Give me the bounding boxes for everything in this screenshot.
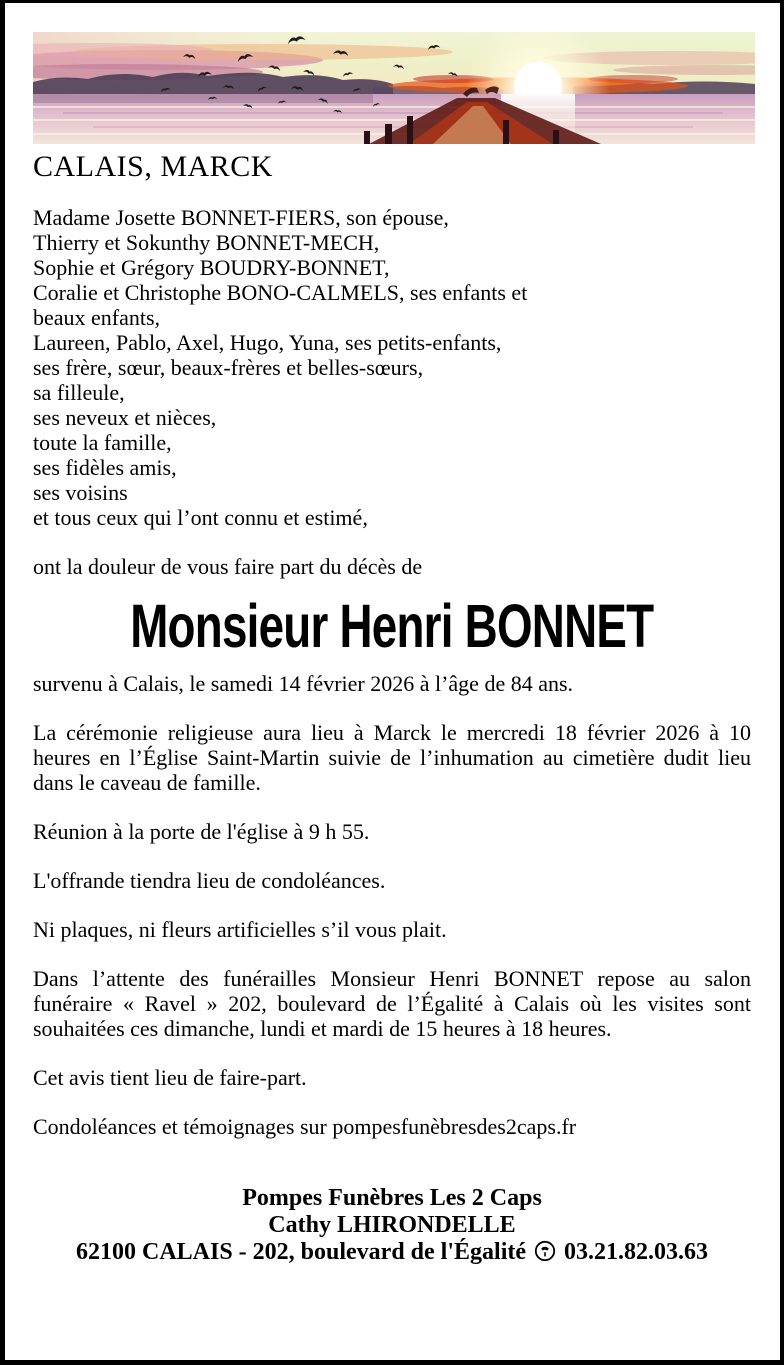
family-line: sa filleule, [33, 380, 125, 405]
funeral-director-name: Cathy LHIRONDELLE [268, 1212, 516, 1238]
gathering-line: Réunion à la porte de l'église à 9 h 55. [33, 819, 370, 844]
family-line: Thierry et Sokunthy BONNET-MECH, [33, 230, 380, 255]
funeral-home-address: 62100 CALAIS - 202, boulevard de l'Égalité [75, 1239, 527, 1265]
family-line: toute la famille, [33, 430, 172, 455]
repose-paragraph: Dans l’attente des funérailles Monsieur Henri BONNET repose au salon funéraire « Ravel » 202, boulevard de l’Égalité à Calais où les visites sont souhaitées ces dimanche, lundi et mardi de 15 heures à 18 heures. [33, 966, 751, 1041]
condolences-line: Condoléances et témoignages sur pompesfunèbresdes2caps.fr [33, 1114, 577, 1139]
offering-line: L'offrande tiendra lieu de condoléances. [33, 868, 386, 893]
funeral-home-footer [33, 1185, 751, 1266]
flowers-line: Ni plaques, ni fleurs artificielles s’il vous plait. [33, 917, 447, 942]
phone-circle-icon [534, 1240, 556, 1262]
deceased-name-title [33, 593, 751, 659]
family-line: ses fidèles amis, [33, 455, 177, 480]
funeral-home-name: Pompes Funèbres Les 2 Caps [242, 1185, 542, 1211]
sunset-pier-birds-photo [33, 32, 755, 144]
ceremony-paragraph: La cérémonie religieuse aura lieu à Marck le mercredi 18 février 2026 à 10 heures en l’Église Saint-Martin suivie de l’inhumation au cimetière dudit lieu dans le caveau de famille. [33, 720, 751, 795]
family-line: et tous ceux qui l’ont connu et estimé, [33, 505, 368, 530]
header-photo [33, 32, 755, 144]
location-heading: CALAIS, MARCK [33, 150, 273, 183]
family-line: Laureen, Pablo, Axel, Hugo, Yuna, ses petits-enfants, [33, 330, 502, 355]
funeral-home-phone: 03.21.82.03.63 [564, 1239, 709, 1265]
notice-line: Cet avis tient lieu de faire-part. [33, 1065, 307, 1090]
funeral-home-address-line [33, 1239, 751, 1266]
death-details-line: survenu à Calais, le samedi 14 février 2026 à l’âge de 84 ans. [33, 671, 574, 696]
family-line: ses voisins [33, 480, 128, 505]
family-list [33, 205, 751, 530]
family-line: ses frère, sœur, beaux-frères et belles-sœurs, [33, 355, 424, 380]
family-line: Coralie et Christophe BONO-CALMELS, ses enfants et [33, 280, 528, 305]
intro-line: ont la douleur de vous faire part du décès de [33, 554, 423, 579]
family-line: beaux enfants, [33, 305, 161, 330]
obituary-content [5, 32, 780, 1266]
deceased-name-text: Monsieur Henri BONNET [130, 592, 654, 660]
family-line: Sophie et Grégory BOUDRY-BONNET, [33, 255, 390, 280]
family-line: ses neveux et nièces, [33, 405, 217, 430]
family-line: Madame Josette BONNET-FIERS, son épouse, [33, 205, 449, 230]
